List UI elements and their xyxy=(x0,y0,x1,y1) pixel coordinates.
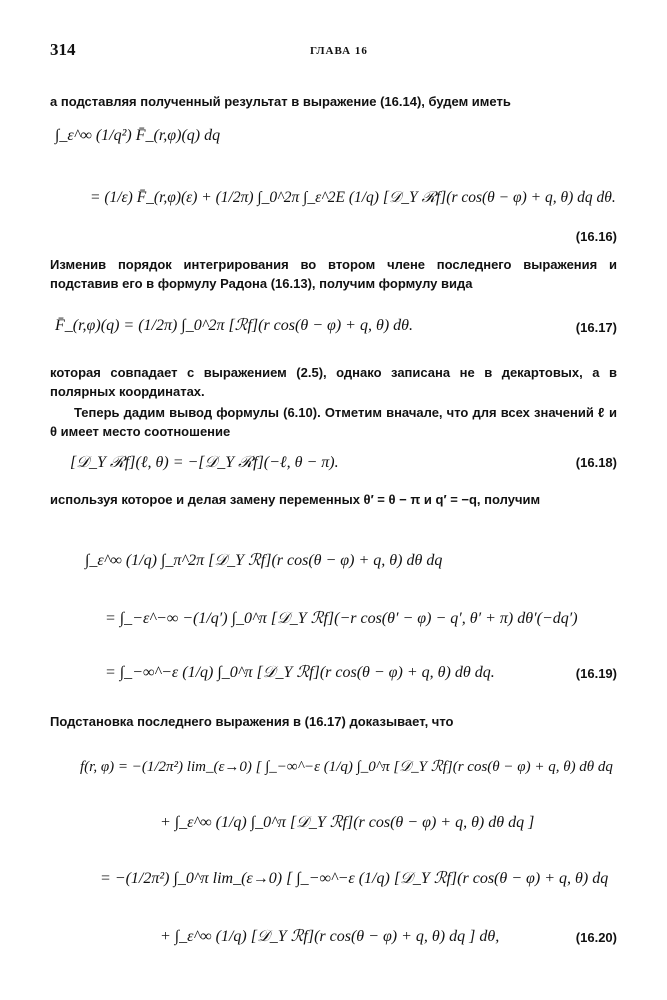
equation-16-20-line-3: = −(1/2π²) ∫_0^π lim_(ε→0) [ ∫_−∞^−ε (1/q) [𝒟_Y ℛf](r cos(θ − φ) + q, θ) dq xyxy=(100,870,609,887)
equation-16-16-line-1: ∫_ε^∞ (1/q²) F̄_(r,φ)(q) dq xyxy=(55,127,221,144)
paragraph-4: Теперь дадим вывод формулы (6.10). Отметим вначале, что для всех значений ℓ и θ имеет место соотношение xyxy=(50,405,617,439)
paragraph-3: которая совпадает с выражением (2.5), однако записана не в декартовых, а в полярных координатах. xyxy=(50,365,617,399)
equation-number-16-16: (16.16) xyxy=(575,229,617,244)
paragraph-6: Подстановка последнего выражения в (16.17) доказывает, что xyxy=(50,714,454,729)
equation-number-16-17: (16.17) xyxy=(575,320,617,335)
paragraph-5: используя которое и делая замену переменных θ′ = θ − π и q′ = −q, получим xyxy=(50,492,541,507)
equation-number-16-19: (16.19) xyxy=(575,666,617,681)
equation-16-18-line-1: [𝒟_Y ℛf](ℓ, θ) = −[𝒟_Y ℛf](−ℓ, θ − π). xyxy=(70,454,339,471)
equation-16-20-line-4: + ∫_ε^∞ (1/q) [𝒟_Y ℛf](r cos(θ − φ) + q, θ) dq ] dθ, xyxy=(160,928,500,945)
page-number: 314 xyxy=(50,40,76,59)
equation-16-17-line-1: F̄_(r,φ)(q) = (1/2π) ∫_0^2π [ℛf](r cos(θ − φ) + q, θ) dθ. xyxy=(55,317,414,334)
equation-16-16-line-2: = (1/ε) F̄_(r,φ)(ε) + (1/2π) ∫_0^2π ∫_ε^2E (1/q) [𝒟_Y ℛf](r cos(θ − φ) + q, θ) dq dθ. xyxy=(90,189,616,206)
paragraph-2: Изменив порядок интегрирования во втором члене последнего выражения и подставив его в формулу Радона (16.13), получим формулу вида xyxy=(50,257,617,291)
equation-16-19-line-1: ∫_ε^∞ (1/q) ∫_π^2π [𝒟_Y ℛf](r cos(θ − φ) + q, θ) dθ dq xyxy=(85,552,443,569)
equation-16-20-line-2: + ∫_ε^∞ (1/q) ∫_0^π [𝒟_Y ℛf](r cos(θ − φ) + q, θ) dθ dq ] xyxy=(160,814,535,831)
paragraph-1: а подставляя полученный результат в выражение (16.14), будем иметь xyxy=(50,94,511,109)
equation-16-20-line-1: f(r, φ) = −(1/2π²) lim_(ε→0) [ ∫_−∞^−ε (1/q) ∫_0^π [𝒟_Y ℛf](r cos(θ − φ) + q, θ) dθ dq xyxy=(80,759,613,775)
equation-16-19-line-2: = ∫_−ε^−∞ −(1/q′) ∫_0^π [𝒟_Y ℛf](−r cos(θ′ − φ) − q′, θ′ + π) dθ′(−dq′) xyxy=(105,610,578,627)
equation-number-16-18: (16.18) xyxy=(575,455,617,470)
running-head: ГЛАВА 16 xyxy=(310,45,368,57)
equation-number-16-20: (16.20) xyxy=(575,930,617,945)
equation-16-19-line-3: = ∫_−∞^−ε (1/q) ∫_0^π [𝒟_Y ℛf](r cos(θ − φ) + q, θ) dθ dq. xyxy=(105,664,495,681)
